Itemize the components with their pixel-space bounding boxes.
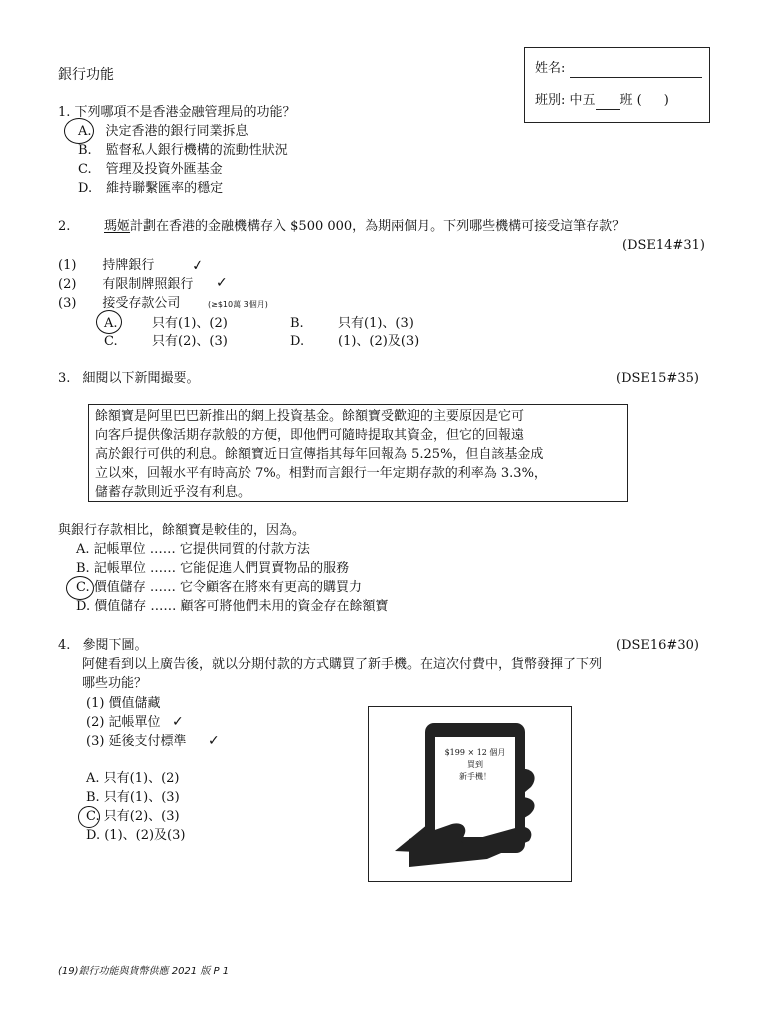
q4-text-line-1: 阿健看到以上廣告後，就以分期付款的方式購買了新手機。在這次付費中，貨幣發揮了下列 — [82, 657, 603, 672]
phone-ad-figure — [368, 706, 572, 882]
page-title: 銀行功能 — [58, 67, 114, 83]
q2-item-text: 持牌銀行 — [102, 258, 155, 273]
student-info-box — [524, 47, 710, 123]
q2-option-d — [290, 333, 304, 351]
name-blank — [570, 77, 702, 78]
q2-item-num: (3) — [58, 296, 77, 311]
hand-phone-icon — [369, 707, 570, 880]
q2-option-letter: C. — [104, 334, 118, 349]
ad-line-1: $199 × 12 個月 — [444, 748, 506, 757]
q1-option-text: 決定香港的銀行同業拆息 — [105, 124, 249, 139]
q1-option-letter: C. — [78, 162, 92, 177]
q1-option-text: 管理及投資外匯基金 — [105, 162, 223, 177]
q4-option-a: A. 只有(1)、(2) — [86, 771, 180, 786]
q4-stem: 參閱下圖。 — [82, 638, 148, 653]
q4-source: (DSE16#30) — [616, 638, 699, 653]
q2-number: 2. — [58, 219, 71, 234]
q4-item-2: (2) 記帳單位 — [86, 715, 161, 730]
q2-option-letter: A. — [104, 316, 118, 331]
name-field — [535, 60, 702, 78]
check-mark-icon: ✓ — [208, 733, 220, 749]
q1-option-text: 監督私人銀行機構的流動性狀況 — [105, 143, 288, 158]
q3-option-c: C. 價值儲存 …… 它令顧客在將來有更高的購買力 — [76, 580, 363, 595]
q1-option-c — [78, 161, 223, 179]
q2-option-b-text: 只有(1)、(3) — [338, 316, 414, 331]
handwritten-note: (≥$10萬 3個月) — [208, 300, 268, 309]
class-blank — [596, 109, 620, 110]
q2-item-num: (2) — [58, 277, 77, 292]
q1-option-letter: A. — [78, 124, 92, 139]
answer-circle — [96, 310, 122, 334]
q1-option-letter: D. — [78, 181, 93, 196]
ad-line-3: 新手機！ — [459, 772, 491, 781]
q1-option-text: 維持聯繫匯率的穩定 — [106, 181, 224, 196]
q4-item-1: (1) 價值儲藏 — [86, 696, 161, 711]
q2-item-text: 接受存款公司 — [102, 296, 181, 311]
q3-option-d: D. 價值儲存 …… 顧客可將他們未用的資金存在餘額寶 — [76, 599, 389, 614]
q2-option-d-text: (1)、(2)及(3) — [338, 334, 420, 349]
news-line: 高於銀行可供的利息。餘額寶近日宣傳指其每年回報為 5.25%，但自該基金成 — [95, 447, 544, 462]
q1-stem: 下列哪項不是香港金融管理局的功能？ — [74, 105, 296, 120]
answer-circle — [66, 576, 94, 600]
name-label: 姓名: — [535, 61, 566, 76]
q2-source: (DSE14#31) — [622, 238, 705, 253]
q4-option-d: D. (1)、(2)及(3) — [86, 828, 186, 843]
news-line: 餘額寶是阿里巴巴新推出的網上投資基金。餘額寶受歡迎的主要原因是它可 — [95, 409, 525, 424]
q4-item-3: (3) 延後支付標準 — [86, 734, 187, 749]
class-label: 班別: 中五 — [535, 93, 596, 108]
q4-text-line-2: 哪些功能？ — [82, 676, 148, 691]
q1-option-a — [78, 123, 249, 141]
q2-stem-line — [104, 218, 625, 236]
q4-option-b: B. 只有(1)、(3) — [86, 790, 180, 805]
q3-question: 與銀行存款相比，餘額寶是較佳的，因為。 — [58, 523, 306, 538]
page-footer: (19)銀行功能與貨幣供應 2021 版 P 1 — [58, 966, 230, 977]
q2-option-letter: D. — [290, 334, 305, 349]
news-line: 儲蓄存款則近乎沒有利息。 — [95, 485, 252, 500]
q1-number: 1. — [58, 105, 71, 120]
news-line: 向客戶提供像活期存款般的方便，即他們可隨時提取其資金，但它的回報遠 — [95, 428, 525, 443]
q3-number: 3. — [58, 371, 71, 386]
q2-option-letter: B. — [290, 316, 304, 331]
q2-item-text: 有限制牌照銀行 — [102, 277, 194, 292]
news-excerpt-box — [88, 404, 628, 502]
class-suffix: 班 ( — [619, 93, 642, 108]
news-line: 立以來，回報水平有時高於 7%。相對而言銀行一年定期存款的利率為 3.3%， — [95, 466, 547, 481]
q3-source: (DSE15#35) — [616, 371, 699, 386]
answer-circle — [64, 118, 94, 144]
check-mark-icon: ✓ — [172, 714, 184, 730]
q2-option-a-text: 只有(1)、(2) — [152, 316, 228, 331]
answer-circle — [78, 806, 100, 828]
q1-option-d — [78, 180, 223, 198]
check-mark-icon: ✓ — [216, 275, 228, 291]
q2-option-c-text: 只有(2)、(3) — [152, 334, 228, 349]
q2-item-2 — [58, 276, 193, 294]
ad-line-2: 買到 — [467, 760, 483, 769]
q2-item-3 — [58, 295, 180, 313]
check-mark-icon: ✓ — [190, 257, 205, 275]
class-field — [535, 92, 669, 110]
q4-option-c: C. 只有(2)、(3) — [86, 809, 180, 824]
q3-option-a: A. 記帳單位 …… 它提供同質的付款方法 — [76, 542, 310, 557]
q1-option-letter: B. — [78, 143, 92, 158]
q3-option-b: B. 記帳單位 …… 它能促進人們買賣物品的服務 — [76, 561, 350, 576]
q1-option-b — [78, 142, 288, 160]
q1-stem-line — [58, 104, 296, 122]
q3-stem-line — [58, 370, 200, 388]
q2-option-b — [290, 315, 304, 333]
q4-stem-line — [58, 637, 148, 655]
q4-number: 4. — [58, 638, 71, 653]
class-close: ) — [663, 93, 669, 108]
q2-person-name: 瑪姬 — [104, 219, 131, 234]
q2-option-c — [104, 333, 118, 351]
q2-item-num: (1) — [58, 258, 77, 273]
q2-stem: 計劃在香港的金融機構存入 $500 000，為期兩個月。下列哪些機構可接受這筆存款？ — [130, 219, 626, 234]
q3-stem: 細閱以下新聞撮要。 — [82, 371, 200, 386]
q2-item-1 — [58, 257, 154, 275]
